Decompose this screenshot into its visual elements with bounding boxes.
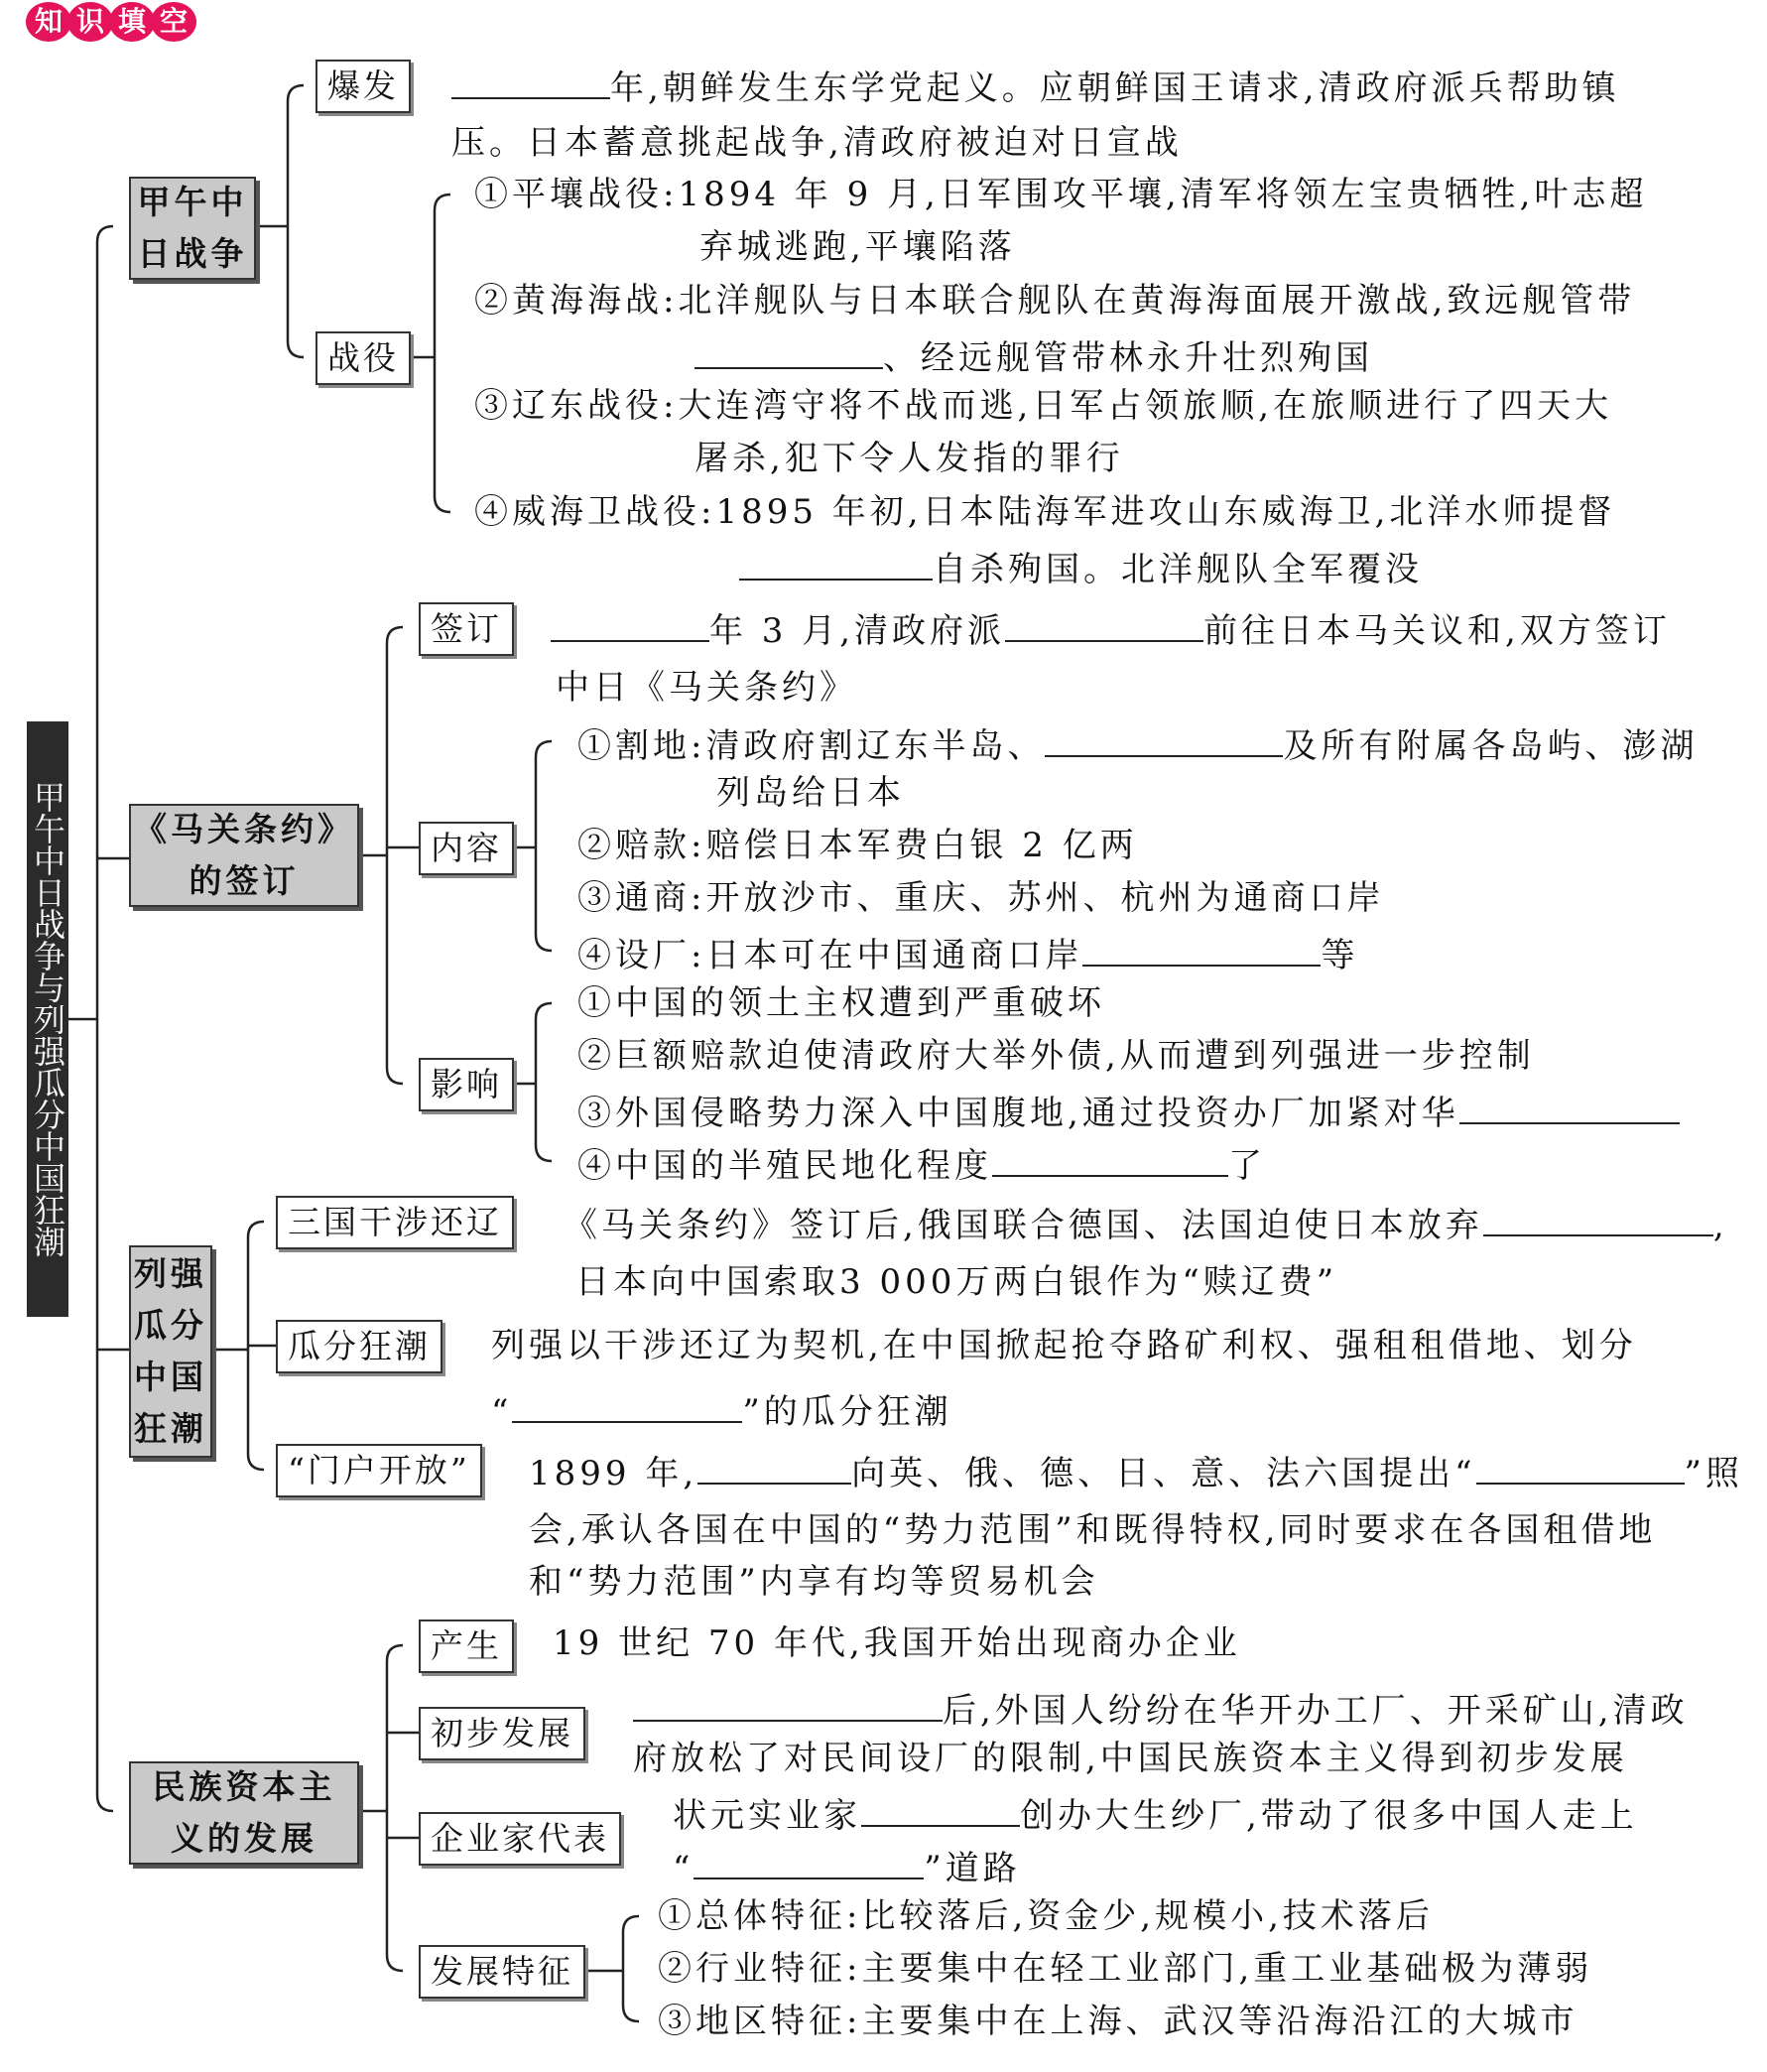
text: “ [673,1849,694,1888]
category-title-line: 甲午中 [137,183,248,221]
text-line: ①中国的领土主权遭到严重破坏 [577,983,1105,1023]
text-line: ②行业特征:主要集中在轻工业部门,重工业基础极为薄弱 [658,1949,1593,1989]
category-title-line: 民族资本主 [152,1767,336,1806]
category-partition-frenzy [129,1245,212,1458]
text-line: 弃城逃跑,平壤陷落 [699,227,1016,267]
category-treaty-of-shimonoseki [129,804,359,907]
text-line: ③辽东战役:大连湾守将不战而逃,日军占领旅顺,在旅顺进行了四天大 [474,386,1613,426]
text-line: ②黄海海战:北洋舰队与日本联合舰队在黄海海面展开激战,致远舰管带 [474,281,1636,321]
text-line: 压。日本蓄意挑起战争,清政府被迫对日宣战 [451,123,1183,163]
text-line: 列强以干涉还辽为契机,在中国掀起抢夺路矿利权、强租租借地、划分 [491,1326,1637,1365]
label-triple-intervention: 三国干涉还辽 [276,1196,514,1249]
blank[interactable] [1476,1443,1685,1485]
text: ①割地:清政府割辽东半岛、 [577,726,1046,766]
blank[interactable] [861,1785,1020,1827]
label-features: 发展特征 [419,1945,585,1999]
category-title-line: 《马关条约》 [134,810,354,848]
text: 1899 年, [529,1454,698,1493]
blank[interactable] [739,539,933,581]
label-signing: 签订 [419,602,514,656]
text: “ [491,1392,513,1432]
text-line [564,1195,1728,1251]
text: ”道路 [924,1849,1021,1888]
blank[interactable] [697,1443,851,1485]
text-line [577,715,1698,772]
label-entrepreneur: 企业家代表 [419,1812,621,1866]
section-header-badge [26,2,192,42]
text-line: ③通商:开放沙市、重庆、苏州、杭州为通商口岸 [577,878,1385,918]
blank[interactable] [1459,1083,1680,1124]
text-line [491,1381,952,1438]
text-line: 中日《马关条约》 [556,668,857,708]
blank[interactable] [694,327,883,369]
header-char: 填 [109,2,155,42]
connector-line [387,1645,403,1971]
blank[interactable] [1045,715,1283,757]
text-line: 日本向中国索取3 000万两白银作为“赎辽费” [575,1262,1338,1302]
text-line: 府放松了对民间设厂的限制,中国民族资本主义得到初步发展 [633,1739,1628,1778]
header-char: 空 [151,2,196,42]
text: 、经远舰管带林永升壮烈殉国 [883,338,1373,378]
text-line [739,539,1423,595]
blank[interactable] [451,58,610,99]
text-line [451,58,1620,114]
blank[interactable] [512,1381,742,1423]
header-char: 识 [67,2,113,42]
connector-line [97,226,113,1811]
header-char: 知 [26,2,71,42]
text: ④设厂:日本可在中国通商口岸 [577,936,1083,975]
text-line: 屠杀,犯下令人发指的罪行 [694,439,1124,478]
connector-line [435,194,450,512]
text: 创办大生纱厂,带动了很多中国人走上 [1020,1796,1638,1836]
category-title-line: 狂潮 [134,1409,207,1448]
text: 年 3 月,清政府派 [709,611,1006,651]
text-line: 和“势力范围”内享有均等贸易机会 [529,1562,1099,1602]
label-open-door: “门户开放” [276,1444,482,1497]
text: 后,外国人纷纷在华开办工厂、开采矿山,清政 [943,1691,1689,1731]
text-line [694,327,1373,384]
text: 年,朝鲜发生东学党起义。应朝鲜国王请求,清政府派兵帮助镇 [610,68,1620,108]
text: 状元实业家 [673,1796,861,1836]
label-impact: 影响 [419,1058,514,1111]
text: ③外国侵略势力深入中国腹地,通过投资办厂加紧对华 [577,1094,1459,1133]
text: 自杀殉国。北洋舰队全军覆没 [933,550,1423,589]
category-title-line: 日战争 [137,234,248,273]
connector-line [623,1916,639,2021]
text-line: 列岛给日本 [716,773,905,813]
text-line [633,1680,1689,1737]
text-line: ④威海卫战役:1895 年初,日本陆海军进攻山东威海卫,北洋水师提督 [474,492,1616,532]
label-outbreak: 爆发 [316,60,411,113]
label-initial-development: 初步发展 [419,1707,585,1760]
text-line: ②巨额赔款迫使清政府大举外债,从而遭到列强进一步控制 [577,1036,1535,1076]
category-title-line: 列强 [134,1254,207,1293]
category-national-capitalism [129,1761,359,1865]
root-topic: 甲午中日战争与列强瓜分中国狂潮 [27,721,68,1317]
blank[interactable] [694,1838,924,1879]
text-line: 会,承认各国在中国的“势力范围”和既得特权,同时要求在各国租借地 [529,1510,1657,1550]
text: , [1712,1206,1728,1245]
category-title-line: 的签订 [189,861,300,900]
text: ”的瓜分狂潮 [742,1392,952,1432]
blank[interactable] [992,1135,1228,1177]
label-content: 内容 [419,822,514,875]
text-line: ②赔款:赔偿日本军费白银 2 亿两 [577,826,1138,865]
text: 前往日本马关议和,双方签订 [1203,611,1671,651]
connector-line [387,627,403,1084]
text-line: ③地区特征:主要集中在上海、武汉等沿海沿江的大城市 [658,2002,1578,2041]
text-line [551,600,1671,657]
blank[interactable] [633,1680,943,1722]
text: ④中国的半殖民地化程度 [577,1146,992,1186]
blank[interactable] [1005,600,1203,642]
text-line [673,1838,1021,1894]
text: 了 [1228,1146,1266,1186]
text-line [577,925,1358,981]
category-title-line: 中国 [134,1358,207,1396]
connector-line [536,1003,552,1161]
text: 《马关条约》签订后,俄国联合德国、法国迫使日本放弃 [564,1206,1483,1245]
text-line: ①平壤战役:1894 年 9 月,日军围攻平壤,清军将领左宝贵牺牲,叶志超 [474,175,1648,214]
text-line [673,1785,1638,1842]
text: 向英、俄、德、日、意、法六国提出“ [851,1454,1476,1493]
label-battles: 战役 [316,331,411,385]
text: 等 [1321,936,1359,975]
connector-line [288,85,304,357]
label-origin: 产生 [419,1619,514,1673]
category-sino-japanese-war [129,177,256,280]
text-line [577,1135,1266,1192]
text-line: ①总体特征:比较落后,资金少,规模小,技术落后 [658,1896,1434,1936]
label-partition-frenzy: 瓜分狂潮 [276,1320,442,1373]
text-line [577,1083,1680,1139]
blank[interactable] [1483,1195,1713,1236]
text: 及所有附属各岛屿、澎湖 [1283,726,1699,766]
text: ”照 [1684,1454,1743,1493]
category-title-line: 瓜分 [134,1306,207,1345]
text-line [529,1443,1743,1499]
category-title-line: 义的发展 [171,1819,317,1858]
connector-line [536,741,552,951]
text-line: 19 世纪 70 年代,我国开始出现商办企业 [553,1623,1241,1663]
blank[interactable] [1082,925,1321,967]
blank[interactable] [551,600,709,642]
